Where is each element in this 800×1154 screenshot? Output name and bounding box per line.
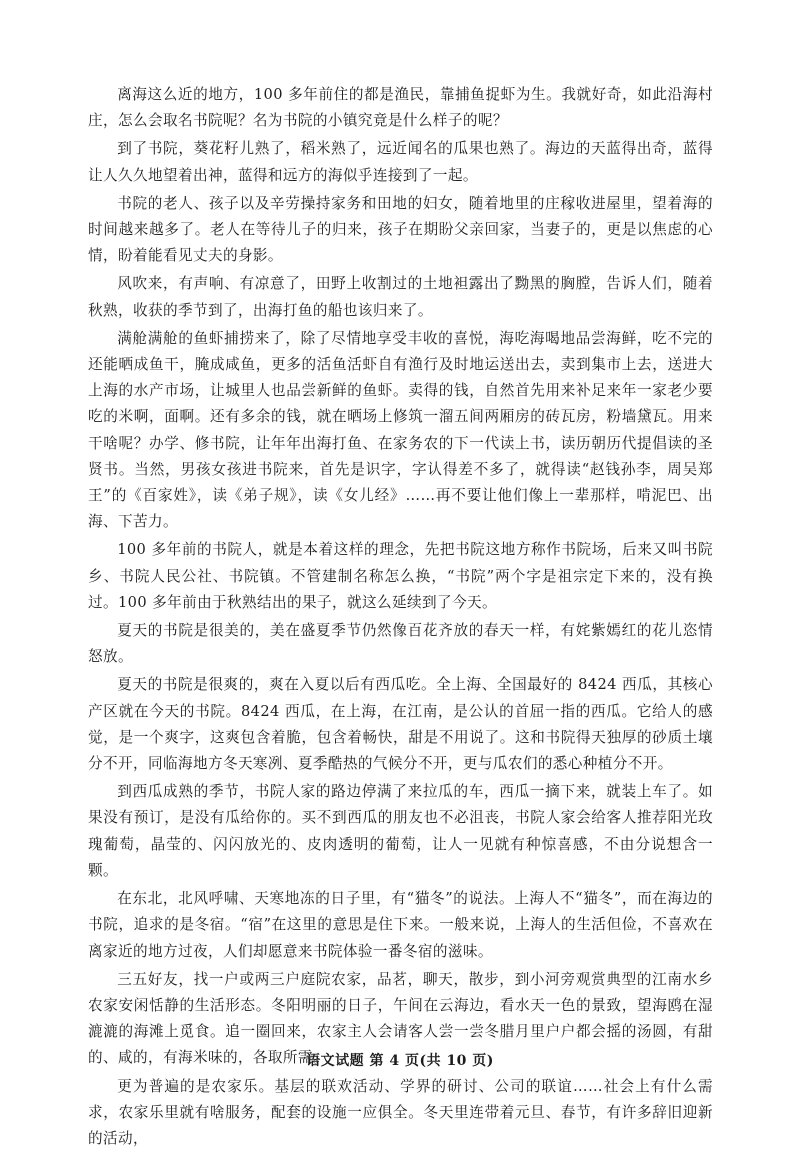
paragraph-5: 满舱满舱的鱼虾捕捞来了，除了尽情地享受丰收的喜悦，海吃海喝地品尝海鲜，吃不完的还能晒成鱼干，腌成咸鱼，更多的活鱼活虾自有渔行及时地运送出去，卖到集市上去，送进大上海的水产市场，让城里人也品尝新鲜的鱼虾。卖得的钱，自然首先用来补足来年一家老少要吃的米啊，面啊。还有多余的钱，就在晒场上修筑一溜五间两厢房的砖瓦房，粉墙黛瓦。用来干啥呢？办学、修书院，让年年出海打鱼、在家务农的下一代读上书，读历朝历代提倡读的圣贤书。当然，男孩女孩进书院来，首先是识字，字认得差不多了，就得读“赵钱孙李，周吴郑王”的《百家姓》，读《弟子规》，读《女儿经》……再不要让他们像上一辈那样，啃泥巴、出海、下苦力。 (88, 329, 713, 531)
paragraph-11: 三五好友，找一户或两三户庭院农家，品茗，聊天，散步，到小河旁观赏典型的江南水乡农家安闲恬静的生活形态。冬阳明丽的日子，午间在云海边，看水天一色的景致，望海鸥在湿漉漉的海滩上觅食。追一圈回来，农家主人会请客人尝一尝冬腊月里户户都会摇的汤圆，有甜的、咸的，有海米味的，各取所需。 (88, 970, 713, 1067)
paragraph-6: 100 多年前的书院人，就是本着这样的理念，先把书院这地方称作书院场，后来又叫书院乡、书院人民公社、书院镇。不管建制名称怎么换，“书院”两个字是祖宗定下来的，没有换过。100 多年前由于秋熟结出的果子，就这么延续到了今天。 (88, 541, 713, 611)
paragraph-2: 到了书院，葵花籽儿熟了，稻米熟了，远近闻名的瓜果也熟了。海边的天蓝得出奇，蓝得让人久久地望着出神，蓝得和远方的海似乎连接到了一起。 (88, 140, 713, 184)
paragraph-4: 风吹来，有声响、有凉意了，田野上收割过的土地袒露出了黝黑的胸膛，告诉人们，随着秋熟，收获的季节到了，出海打鱼的船也该归来了。 (88, 275, 713, 319)
paragraph-10: 在东北，北风呼啸、天寒地冻的日子里，有“猫冬”的说法。上海人不“猫冬”，而在海边的书院，追求的是冬宿。“宿”在这里的意思是住下来。一般来说，上海人的生活但俭，不喜欢在离家近的地方过夜，人们却愿意来书院体验一番冬宿的滋味。 (88, 890, 713, 960)
paragraph-9: 到西瓜成熟的季节，书院人家的路边停满了来拉瓜的车，西瓜一摘下来，就装上车了。如果没有预订，是没有瓜给你的。买不到西瓜的朋友也不必沮丧，书院人家会给客人推荐阳光玫瑰葡萄，晶莹的、闪闪放光的、皮肉透明的葡萄，让人一见就有种惊喜感，不由分说想含一颗。 (88, 783, 713, 879)
paragraph-12: 更为普遍的是农家乐。基层的联欢活动、学界的研讨、公司的联谊……社会上有什么需求，农家乐里就有啥服务，配套的设施一应俱全。冬天里连带着元旦、春节，有许多辞旧迎新的活动， (88, 1077, 713, 1147)
paragraph-8: 夏天的书院是很爽的，爽在入夏以后有西瓜吃。全上海、全国最好的 8424 西瓜，其核心产区就在今天的书院。8424 西瓜，在上海，在江南，是公认的首屈一指的西瓜。它给人的感觉，是一个爽字，这爽包含着脆，包含着畅快，甜是不用说了。这和书院得天独厚的砂质土壤分不开，同临海地方冬天寒冽、夏季酷热的气候分不开，更与瓜农们的悉心种植分不开。 (88, 676, 713, 773)
page-footer: 语文试题 第 4 页(共 10 页) (306, 1053, 494, 1069)
paragraph-7: 夏天的书院是很美的，美在盛夏季节仍然像百花齐放的春天一样，有姹紫嫣红的花儿恣情怒放。 (88, 622, 713, 666)
paragraph-3: 书院的老人、孩子以及辛劳操持家务和田地的妇女，随着地里的庄稼收进屋里，望着海的时间越来越多了。老人在等待儿子的归来，孩子在期盼父亲回家，当妻子的，更是以焦虑的心情，盼着能看见丈夫的身影。 (88, 194, 713, 265)
paragraph-1: 离海这么近的地方，100 多年前住的都是渔民，靠捕鱼捉虾为生。我就好奇，如此沿海村庄，怎么会取名书院呢？名为书院的小镇究竟是什么样子的呢？ (88, 86, 713, 130)
article-body (88, 82, 713, 1154)
